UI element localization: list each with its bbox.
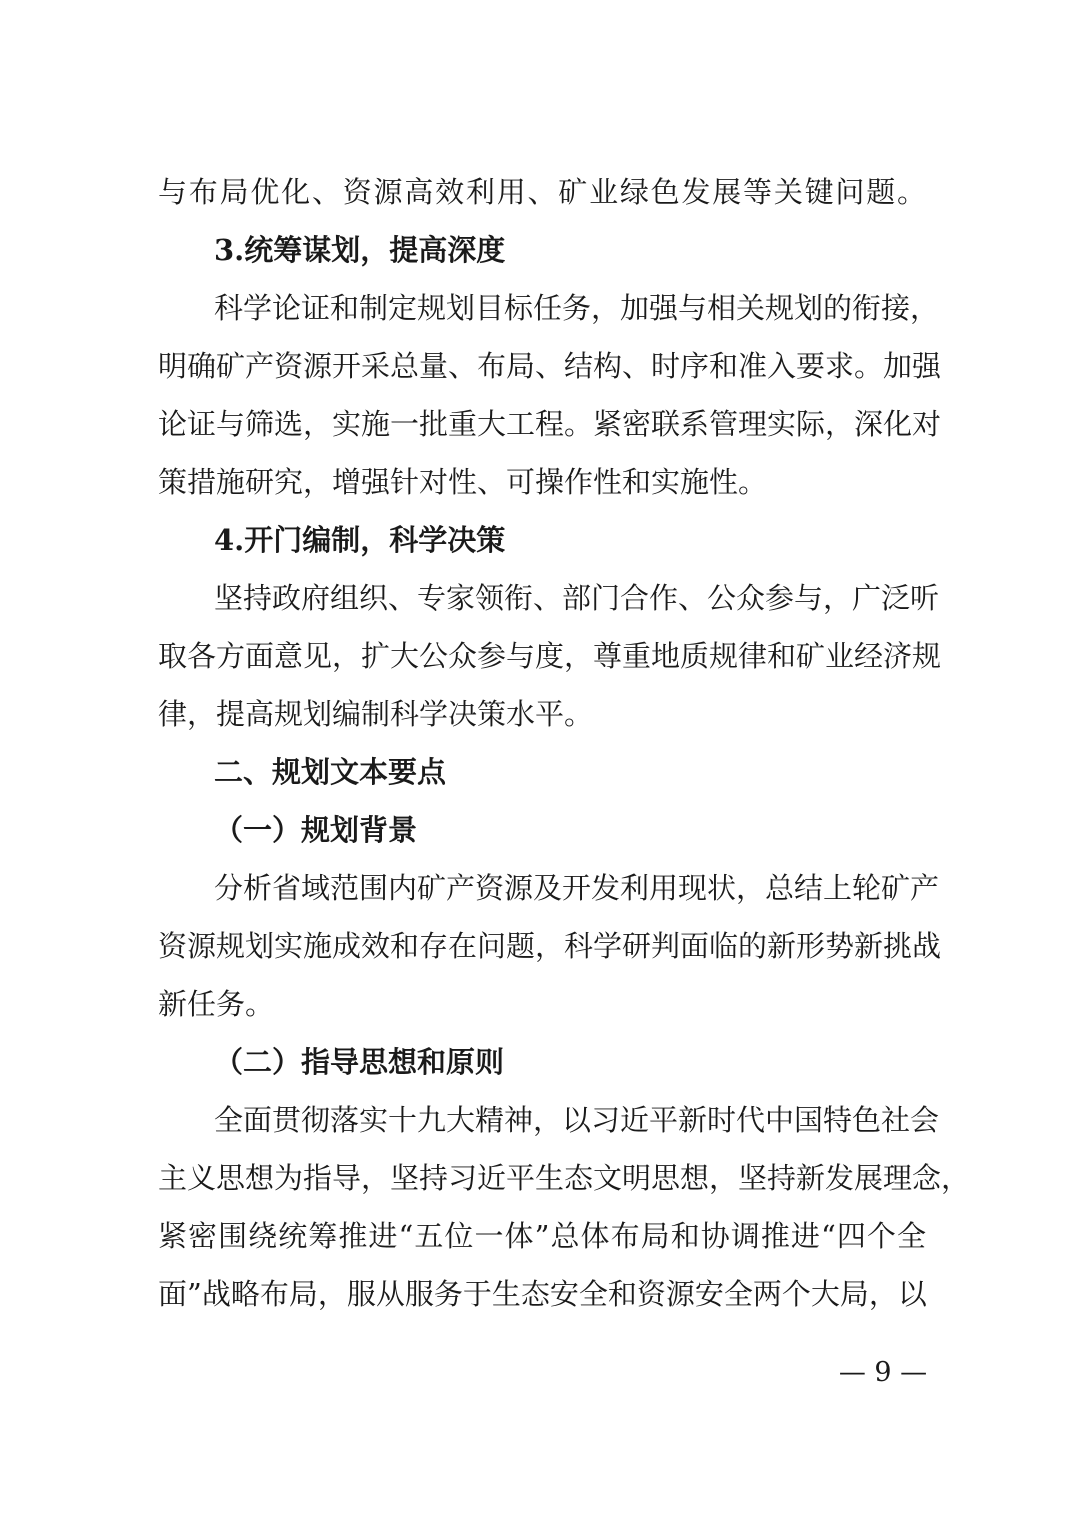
body-line-4: [0, 344, 1080, 388]
body-line-5: [0, 402, 1080, 446]
section-heading-4: [0, 518, 1080, 562]
line-text: （一）规划背景: [214, 813, 418, 847]
body-line-3: [0, 286, 1080, 330]
line-text: 明确矿产资源开采总量、布局、结构、时序和准入要求。加强: [158, 349, 942, 383]
body-line-10: [0, 692, 1080, 736]
body-line-14: [0, 924, 1080, 968]
line-text: 分析省域范围内矿产资源及开发利用现状，总结上轮矿产: [214, 871, 940, 905]
chapter-heading: [0, 750, 1080, 794]
line-text: 全面贯彻落实十九大精神，以习近平新时代中国特色社会: [214, 1103, 940, 1137]
line-text: 面”战略布局，服从服务于生态安全和资源安全两个大局，以: [158, 1277, 927, 1311]
line-text: 坚持政府组织、专家领衔、部门合作、公众参与，广泛听: [214, 581, 940, 615]
line-text: 主义思想为指导，坚持习近平生态文明思想，坚持新发展理念，: [158, 1161, 971, 1195]
line-text: 与布局优化、资源高效利用、矿业绿色发展等关键问题。: [158, 175, 926, 209]
body-line-13: [0, 866, 1080, 910]
body-line-19: [0, 1214, 1080, 1258]
body-line-20: [0, 1272, 1080, 1316]
line-text: 二、规划文本要点: [214, 755, 447, 789]
line-text: 紧密围绕统筹推进“五位一体”总体布局和协调推进“四个全: [158, 1219, 926, 1253]
body-line-18: [0, 1156, 1080, 1200]
body-line-6: [0, 460, 1080, 504]
line-text: 资源规划实施成效和存在问题，科学研判面临的新形势新挑战: [158, 929, 942, 963]
line-text: 科学论证和制定规划目标任务，加强与相关规划的衔接，: [214, 291, 940, 325]
subsection-heading-1: [0, 808, 1080, 852]
subsection-heading-2: [0, 1040, 1080, 1084]
body-line-8: [0, 576, 1080, 620]
line-text: 论证与筛选，实施一批重大工程。紧密联系管理实际，深化对: [158, 407, 942, 441]
line-text: 取各方面意见，扩大公众参与度，尊重地质规律和矿业经济规: [158, 639, 942, 673]
section-heading-3: [0, 228, 1080, 272]
line-text: 新任务。: [158, 987, 275, 1021]
page-number: — 9 —: [838, 1357, 928, 1388]
body-line-9: [0, 634, 1080, 678]
body-line-1: [0, 170, 1080, 214]
line-text: 3.统筹谋划，提高深度: [214, 233, 506, 267]
body-line-15: [0, 982, 1080, 1026]
body-line-17: [0, 1098, 1080, 1142]
line-text: 4.开门编制，科学决策: [214, 523, 506, 557]
line-text: （二）指导思想和原则: [214, 1045, 505, 1079]
line-text: 策措施研究，增强针对性、可操作性和实施性。: [158, 465, 768, 499]
line-text: 律，提高规划编制科学决策水平。: [158, 697, 594, 731]
